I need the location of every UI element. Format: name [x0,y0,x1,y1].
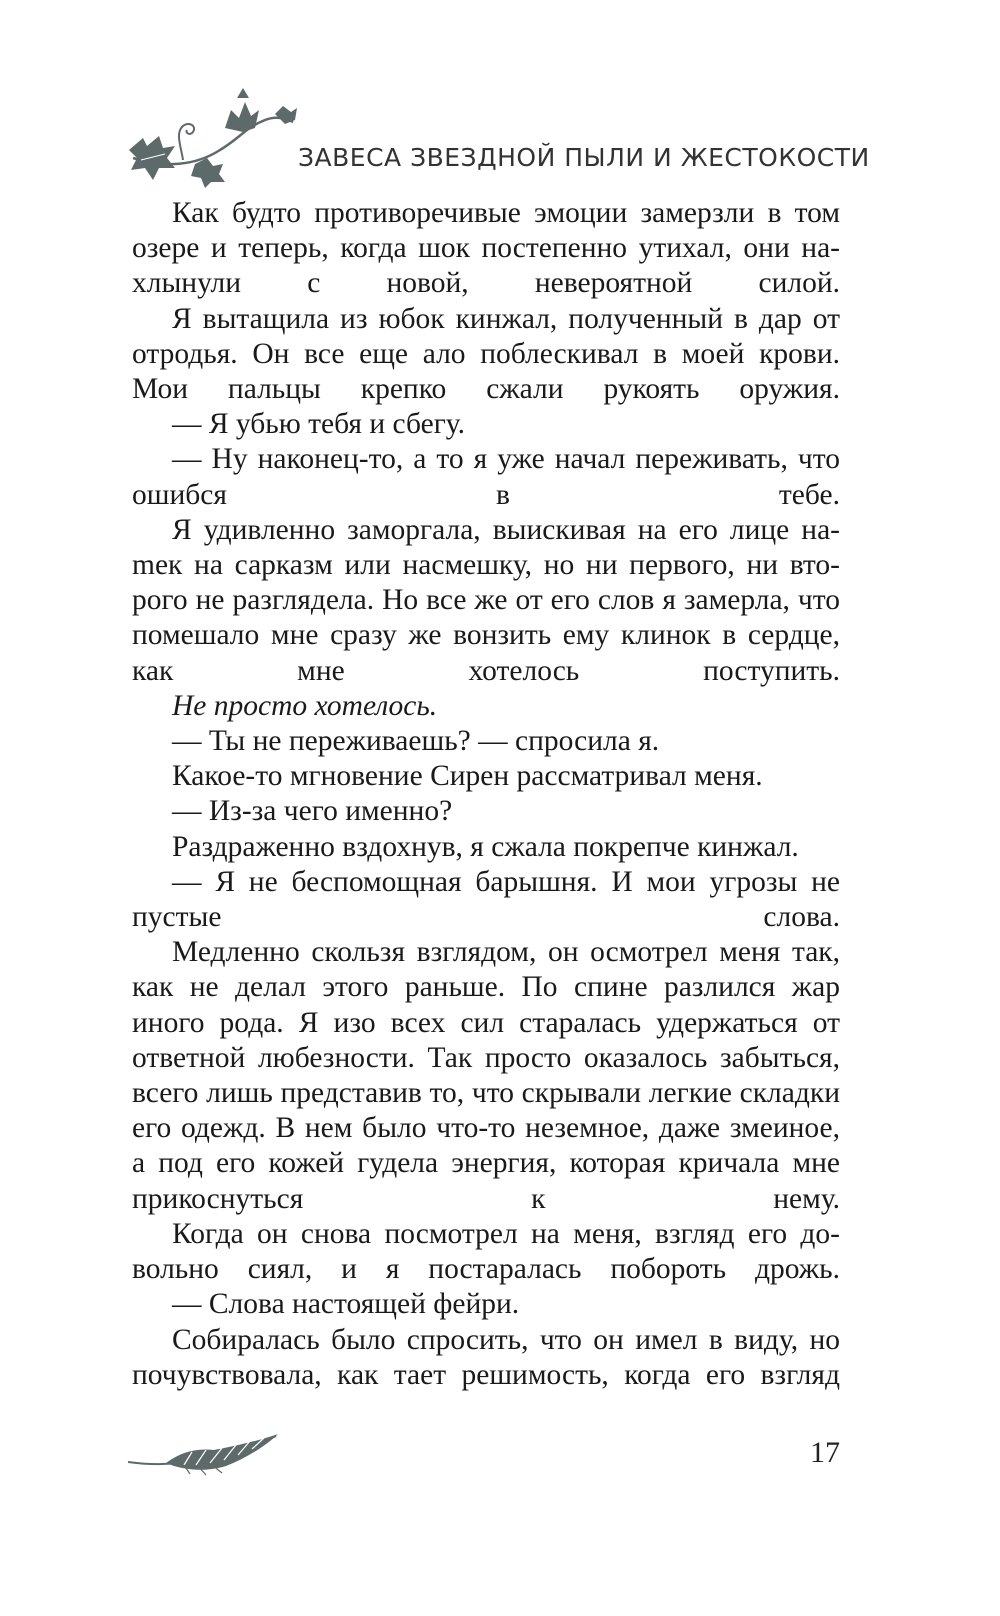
paragraph: Я удивленно заморгала, выискивая на его лице наmек на сарказм или насмешку, но ни первого, ни второго не разглядела. Но все же от его слов я замерла, что помешало мне сразу же вонзить ему клинок в сердце, как мне хотелось поступить. [132,513,840,687]
dialogue-line: — Я не беспомощная барышня. И мои угрозы не пустые слова. [132,865,840,934]
page-number: 17 [810,1436,840,1469]
feather-ornament-icon [126,1432,286,1477]
dialogue-line: — Ну наконец-то, а то я уже начал переживать, что ошибся в тебе. [132,443,840,511]
dialogue-line: — Из-за чего именно? [172,795,453,828]
body-text [132,196,840,1393]
paragraph: Я вытащила из юбок кинжал, полученный в дар от отродья. Он все еще ало поблескивал в моей крови. Мои пальцы крепко сжали рукоять оружия. [132,302,840,406]
dialogue-line: — Ты не переживаешь? — спросила я. [172,725,660,758]
dialogue-line: — Я убью тебя и сбегу. [172,408,465,441]
italic-thought: Не просто хотелось. [172,689,438,722]
paragraph: Как будто противоречивые эмоции замерзли в том озере и теперь, когда шок постепенно утихал, они нахлынули с новой, невероятной силой. [132,197,840,300]
paragraph: Когда он снова посмотрел на меня, взгляд его довольно сиял, и я постаралась побороть дрожь. [132,1217,840,1286]
paragraph: Медленно скользя взглядом, он осмотрел меня так, как не делал этого раньше. По спине разлился жар иного рода. Я изо всех сил старалась удержаться от ответной любезности. Так просто оказалось забыться, всего лишь представив то, что скрывали легкие складки его одежд. В нем было что-то неземное, даже змеиное, а под его кожей гудела энергия, которая кричала мне прикоснуться к нему. [132,936,840,1215]
ivy-leaves-ornament-icon [125,88,300,188]
paragraph: Собиралась было спросить, что он имел в виду, но почувствовала, как тает решимость, когда его взгляд [132,1323,840,1391]
running-title: ЗАВЕСА ЗВЕЗДНОЙ ПЫЛИ И ЖЕСТОКОСТИ [298,143,870,172]
page-header [0,0,1000,200]
dialogue-line: — Слова настоящей фейри. [172,1288,520,1321]
paragraph: Раздраженно вздохнув, я сжала покрепче кинжал. [172,830,799,863]
paragraph: Какое-то мгновение Сирен рассматривал меня. [172,760,763,793]
